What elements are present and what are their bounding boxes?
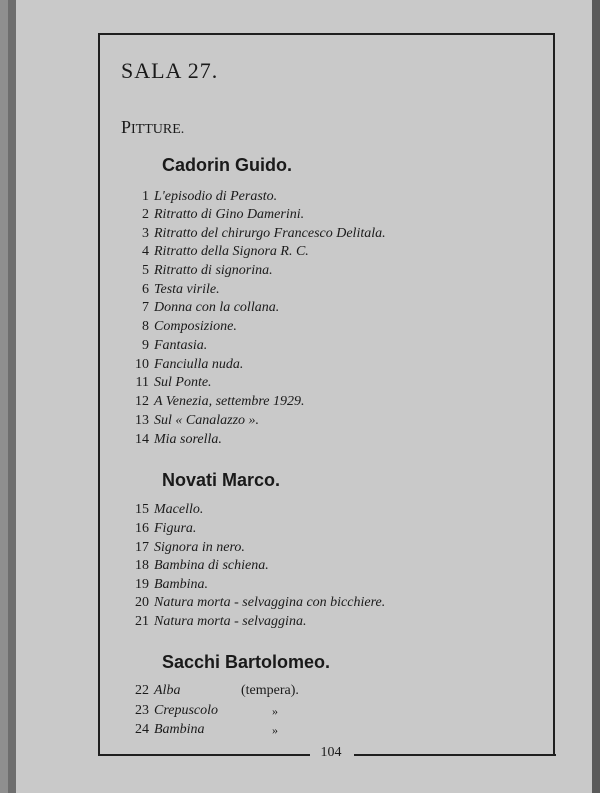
artwork-number: 17 <box>135 540 149 555</box>
artwork-row <box>127 540 245 558</box>
artwork-row <box>127 207 304 225</box>
artwork-number: 2 <box>142 207 149 222</box>
artwork-number: 5 <box>142 263 149 278</box>
artwork-row <box>127 357 243 375</box>
artwork-number: 23 <box>135 703 149 718</box>
artwork-number: 18 <box>135 558 149 573</box>
artwork-title: Natura morta - selvaggina con bicchiere. <box>154 595 386 610</box>
artwork-number: 8 <box>142 319 149 334</box>
artwork-title: Bambina <box>154 722 205 737</box>
artwork-title: L'episodio di Perasto. <box>154 189 278 204</box>
artwork-medium: (tempera). <box>241 683 299 698</box>
artwork-number: 20 <box>135 595 149 610</box>
page-edge <box>592 0 600 793</box>
artist-heading: Cadorin Guido. <box>162 155 292 175</box>
artwork-row <box>127 263 273 281</box>
artwork-row <box>127 502 203 520</box>
artwork-number: 15 <box>135 502 149 517</box>
artwork-title: Signora in nero. <box>154 540 245 555</box>
artwork-title: Fanciulla nuda. <box>154 357 244 372</box>
artwork-row <box>127 319 237 337</box>
artwork-number: 3 <box>142 226 149 241</box>
artwork-number: 14 <box>135 432 149 447</box>
hall-title: SALA 27. <box>121 58 219 83</box>
artwork-title: Bambina. <box>154 577 209 592</box>
artwork-number: 7 <box>142 300 149 315</box>
ditto-mark: » <box>272 704 278 718</box>
artwork-title: Testa virile. <box>154 282 220 297</box>
artwork-row <box>127 226 386 244</box>
artwork-row <box>127 375 212 393</box>
artwork-title: Figura. <box>154 521 197 536</box>
artwork-number: 9 <box>142 338 149 353</box>
artwork-row <box>127 703 218 721</box>
bottom-rule-right <box>354 754 556 756</box>
artist-heading: Sacchi Bartolomeo. <box>162 652 331 672</box>
page-number: 104 <box>320 745 342 760</box>
artwork-row <box>127 595 385 613</box>
artwork-title: Donna con la collana. <box>154 300 280 315</box>
artwork-number: 16 <box>135 521 149 536</box>
artwork-number: 19 <box>135 577 149 592</box>
section-label-initial: P <box>121 117 132 137</box>
artwork-title: Ritratto del chirurgo Francesco Delitala. <box>154 226 386 241</box>
artwork-row <box>127 394 304 412</box>
artwork-title: Crepuscolo <box>154 703 219 718</box>
ditto-mark: » <box>272 723 278 737</box>
artwork-number: 24 <box>135 722 149 737</box>
artwork-row <box>127 413 259 431</box>
artwork-row <box>127 683 180 701</box>
artwork-title: Ritratto della Signora R. C. <box>154 244 309 259</box>
artwork-number: 22 <box>135 683 149 698</box>
section-label-rest: ITTURE. <box>131 122 185 137</box>
artwork-title: Sul « Canalazzo ». <box>154 413 260 428</box>
artwork-number: 1 <box>142 189 149 204</box>
artwork-row <box>127 577 208 595</box>
artwork-row <box>127 521 196 539</box>
artwork-row <box>127 189 277 207</box>
artwork-number: 10 <box>135 357 149 372</box>
artwork-number: 21 <box>135 614 149 629</box>
artwork-title: Composizione. <box>154 319 237 334</box>
bottom-rule-left <box>98 754 310 756</box>
artwork-title: Alba <box>154 683 181 698</box>
artist-heading: Novati Marco. <box>162 470 281 490</box>
artwork-title: Mia sorella. <box>154 432 222 447</box>
artwork-number: 12 <box>135 394 149 409</box>
artwork-title: A Venezia, settembre 1929. <box>154 394 305 409</box>
artwork-number: 6 <box>142 282 149 297</box>
artwork-number: 11 <box>135 375 149 390</box>
artwork-number: 4 <box>142 244 149 259</box>
artwork-title: Natura morta - selvaggina. <box>154 614 307 629</box>
artwork-number: 13 <box>135 413 149 428</box>
artwork-row <box>127 338 207 356</box>
section-label <box>121 117 184 138</box>
artwork-row <box>127 558 269 576</box>
artwork-title: Macello. <box>154 502 204 517</box>
artwork-title: Ritratto di signorina. <box>154 263 273 278</box>
artwork-row <box>127 300 279 318</box>
page-gutter <box>8 0 16 793</box>
artwork-title: Sul Ponte. <box>154 375 212 390</box>
artwork-title: Ritratto di Gino Damerini. <box>154 207 305 222</box>
artwork-row <box>127 614 306 632</box>
artwork-row <box>127 244 309 262</box>
artwork-row <box>127 282 220 300</box>
artwork-title: Bambina di schiena. <box>154 558 269 573</box>
artwork-title: Fantasia. <box>154 338 208 353</box>
artwork-row <box>127 722 205 740</box>
artwork-row <box>127 432 222 450</box>
